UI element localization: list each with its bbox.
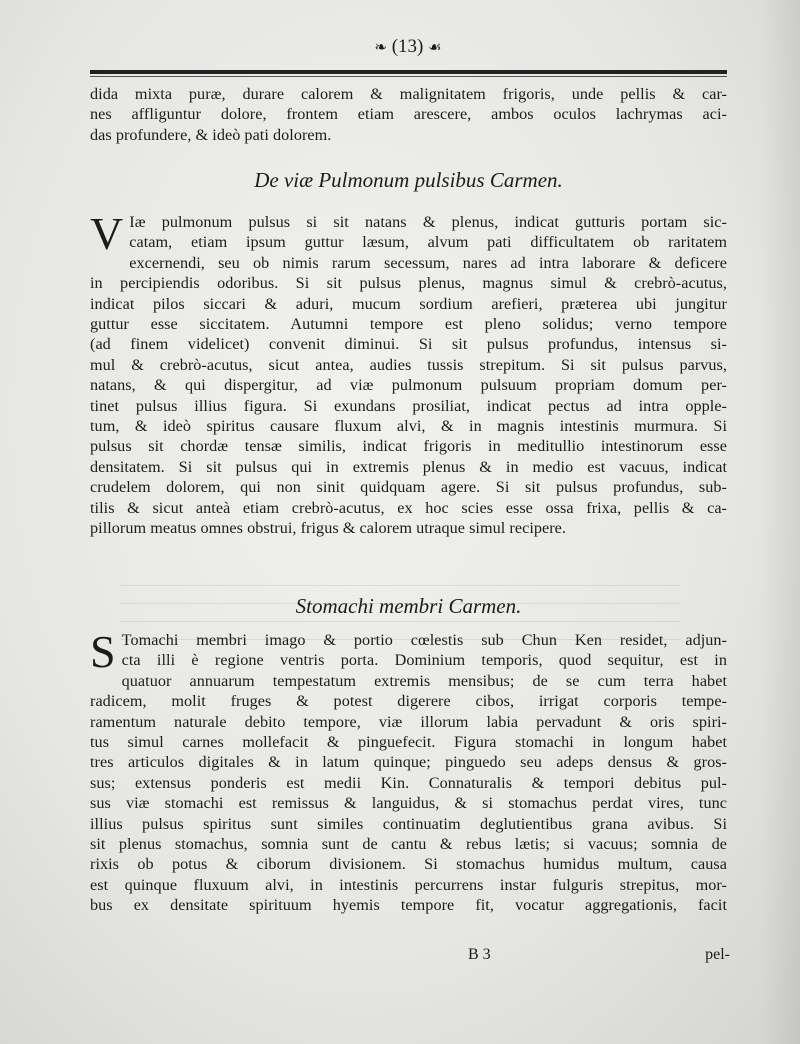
paragraph-pulmonum (90, 208, 727, 539)
text-line: sit plenus stomachus, somnia sunt de cantu & rebus lætis; si vacuus; somnia de (90, 835, 727, 854)
text-line: tilis & sicut anteà etiam crebrò-acutus, ex hoc scies esse ossa frixa, pellis & ca- (90, 498, 727, 517)
running-header (88, 36, 728, 58)
text-line: sus; extensus ponderis est medii Kin. Connaturalis & tempori debitus pul- (90, 773, 727, 792)
page-number: (13) (391, 36, 424, 57)
text-line: bus ex densitate spirituum hyemis tempore fit, vocatur aggregationis, facit (90, 896, 727, 915)
text-line: Tomachi membri imago & portio cœlestis sub Chun Ken residet, adjun- (121, 631, 727, 649)
text-line: cta illi è regione ventris porta. Dominium temporis, quod sequitur, est in (121, 651, 727, 670)
page-shadow (760, 0, 800, 1044)
text-line: natans, & qui dispergitur, ad viæ pulmonum pulsuum propriam domum per- (90, 376, 727, 395)
ornament-right-icon: ☙ (428, 40, 442, 57)
text-line: illius pulsus spiritus sunt similes continuatim deglutientibus grana avibus. Si (90, 814, 727, 833)
drop-cap: V (90, 208, 124, 259)
text-line: crudelem dolorem, qui non sinit quidquam agere. Si sit pulsus profundus, sub- (90, 478, 727, 497)
text-line: mul & crebrò-acutus, sicut antea, audies tussis strepitum. Si sit pulsus parvus, (90, 355, 727, 374)
catchword: pel- (705, 946, 730, 963)
text-line: dida mixta puræ, durare calorem & malignitatem frigoris, unde pellis & car- (90, 85, 727, 103)
text-line: catam, etiam ipsum guttur læsum, alvum pati difficultatem ob raritatem (129, 233, 727, 252)
text-line: sus viæ stomachi est remissus & languidus, & si stomachus perdat vires, tunc (90, 794, 727, 813)
paragraph-continuation (90, 84, 727, 145)
paragraph-stomachi (90, 626, 727, 916)
text-line: pulsus sit chordæ tensæ similis, indicat frigoris in meditullio intestinorum esse (90, 437, 727, 456)
page-footer (90, 946, 730, 970)
text-line: (ad finem videlicet) convenit diminui. Si sit pulsus profundus, intensus si- (90, 335, 727, 354)
text-line: quatuor annuarum tempestatum extremis mensibus; de se cum terra habet (121, 671, 727, 690)
text-line: radicem, molit fruges & potest digerere cibos, irrigat corporis tempe- (90, 692, 727, 711)
text-line: pillorum meatus omnes obstrui, frigus & calorem utraque simul recipere. (90, 519, 567, 538)
text-line: tres articulos digitales & in latum quinque; pinguedo seu adeps densus & gros- (90, 753, 727, 772)
signature-mark: B 3 (468, 946, 491, 963)
text-line: guttur esse siccitatem. Autumni tempore est pleno solidus; verno tempore (90, 315, 727, 334)
drop-cap: S (90, 626, 116, 677)
text-line: rixis ob potus & ciborum divisionem. Si stomachus humidus multum, causa (90, 855, 727, 874)
text-line: est quinque fluxuum alvi, in intestinis percurrens instar fulguris strepitus, mor- (90, 875, 727, 894)
text-line: excernendi, seu ob nimis rarum secessum, nares ad intra laborare & deficere (129, 253, 727, 272)
text-line: Iæ pulmonum pulsus si sit natans & plenus, indicat gutturis portam sic- (129, 213, 727, 231)
text-line: indicat pilos siccari & aduri, mucum sordium arefieri, præterea ubi jungitur (90, 294, 727, 313)
ornament-left-icon: ❧ (374, 40, 387, 57)
header-rule (90, 70, 727, 74)
text-line: tus simul carnes mollefacit & pinguefecit. Figura stomachi in longum habet (90, 733, 727, 752)
text-line: ramentum naturale debito tempore, viæ illorum labia pervadunt & oris spiri- (90, 712, 727, 731)
text-line: das profundere, & ideò pati dolorem. (90, 125, 332, 144)
text-line: in percipiendis odoribus. Si sit pulsus plenus, magnus simul & crebrò-acutus, (90, 274, 727, 293)
text-line: tum, & ideò spiritus causare fluxum alvi, & in magnis intestinis murmura. Si (90, 417, 727, 436)
section-heading-stomachi: Stomachi membri Carmen. (295, 594, 522, 618)
text-line: nes affliguntur dolore, frontem etiam arescere, ambos oculos lachrymas aci- (90, 105, 727, 124)
text-line: densitatem. Si sit pulsus qui in extremis plenus & in medio est vacuus, indicat (90, 457, 727, 476)
section-heading-pulmonum: De viæ Pulmonum pulsibus Carmen. (254, 168, 563, 192)
text-line: tinet pulsus illius figura. Si exundans prosiliat, indicat pectus ad intra opple- (90, 396, 727, 415)
